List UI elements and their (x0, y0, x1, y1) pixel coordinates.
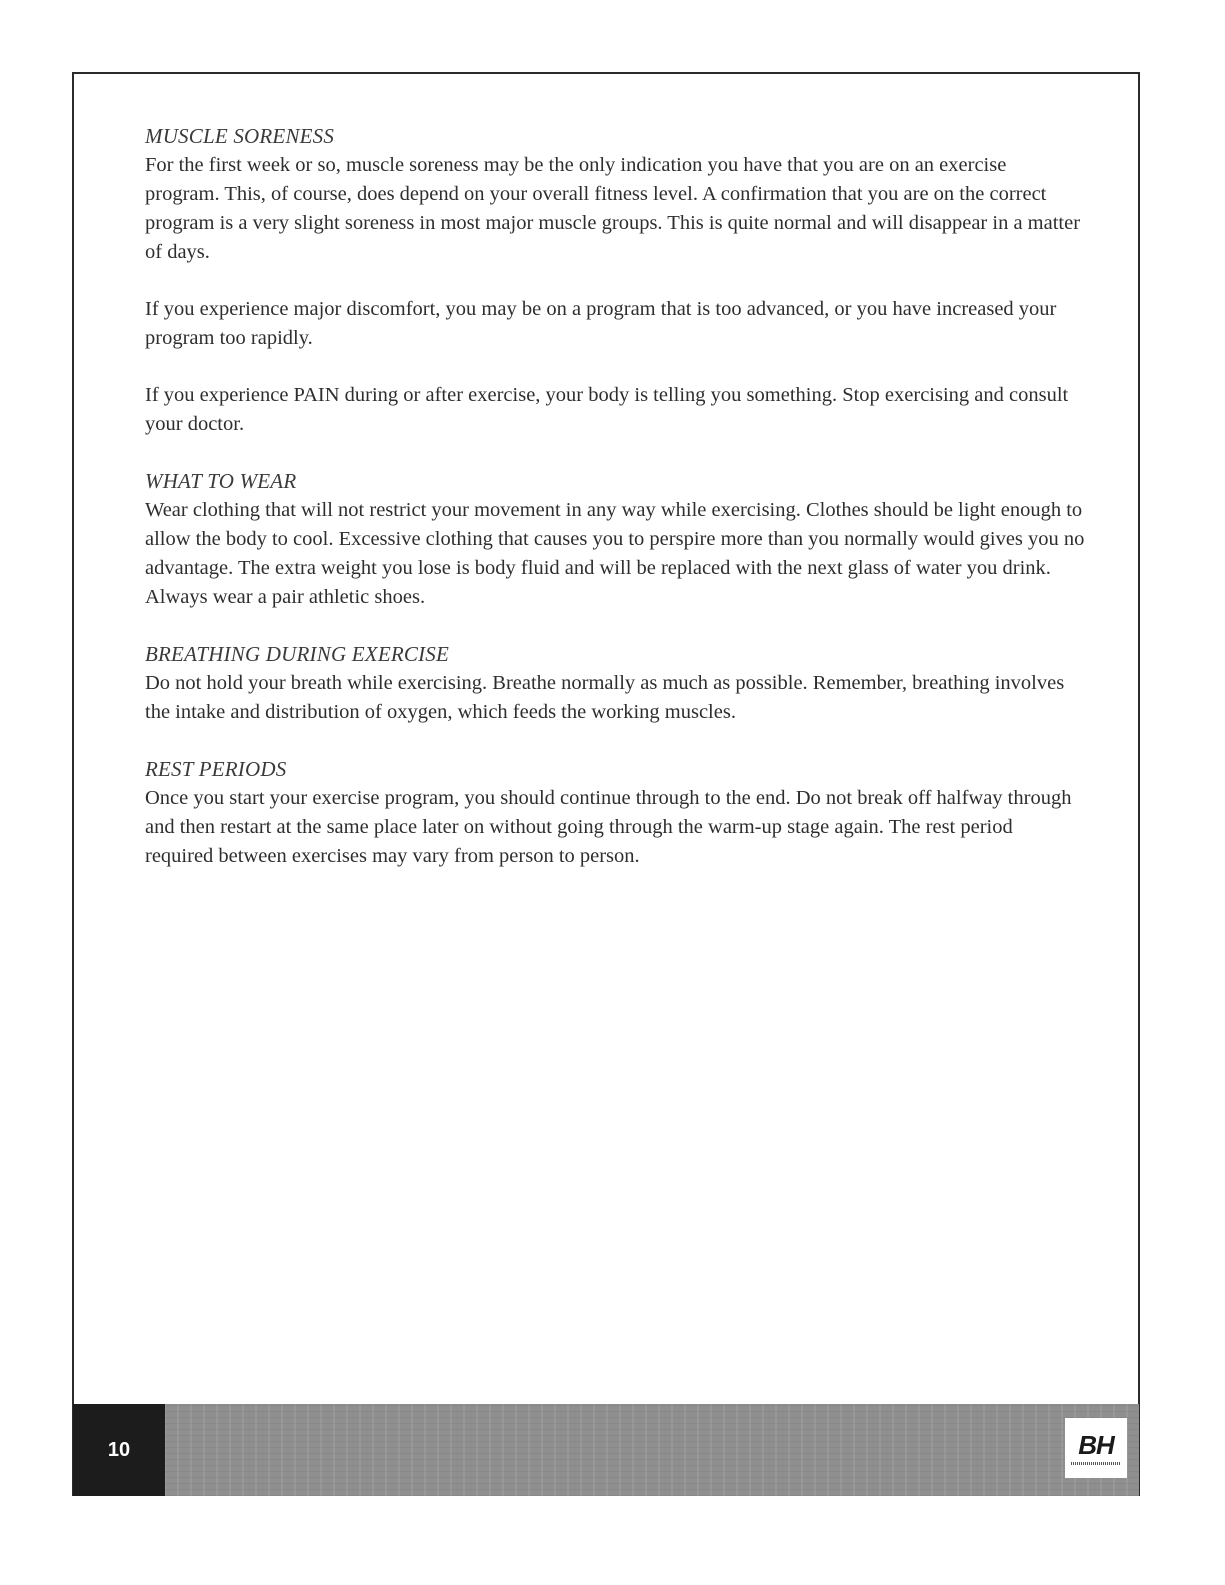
paragraph: If you experience PAIN during or after exercise, your body is telling you something. Stop exercising and consult your doctor. (145, 384, 1069, 435)
bh-logo (1065, 1418, 1127, 1478)
section-breathing-during-exercise (145, 640, 1085, 727)
section-heading: REST PERIODS (145, 757, 287, 781)
footer-bar (73, 1404, 1139, 1496)
paragraph: If you experience major discomfort, you may be on a program that is too advanced, or you have increased your program too rapidly. (145, 298, 1057, 349)
paragraph: Do not hold your breath while exercising. Breathe normally as much as possible. Remember, breathing involves the intake and distribution of oxygen, which feeds the working muscles. (145, 672, 1065, 723)
section-rest-periods (145, 755, 1085, 871)
section-heading: BREATHING DURING EXERCISE (145, 642, 450, 666)
page-number: 10 (107, 1438, 131, 1461)
section-heading: WHAT TO WEAR (145, 469, 297, 493)
document-body (145, 122, 1085, 899)
paragraph: Once you start your exercise program, you should continue through to the end. Do not break off halfway through and then restart at the same place later on without going through the warm-up stage again. The rest period required between exercises may vary from person to person. (145, 787, 1072, 867)
section-muscle-soreness (145, 122, 1085, 439)
section-what-to-wear (145, 467, 1085, 612)
paragraph: Wear clothing that will not restrict your movement in any way while exercising. Clothes should be light enough to allow the body to cool. Excessive clothing that causes you to perspire more than you normally would gives you no advantage. The extra weight you lose is body fluid and will be replaced with the next glass of water you drink. Always wear a pair athletic shoes. (145, 499, 1085, 608)
logo-text: BH (1078, 1429, 1114, 1460)
logo-underline (1071, 1462, 1121, 1465)
section-heading: MUSCLE SORENESS (145, 124, 335, 148)
paragraph: For the first week or so, muscle soreness may be the only indication you have that you are on an exercise program. This, of course, does depend on your overall fitness level. A confirmation that you are on the correct program is a very slight soreness in most major muscle groups. This is quite normal and will disappear in a matter of days. (145, 154, 1081, 263)
page-number-box (73, 1404, 165, 1496)
